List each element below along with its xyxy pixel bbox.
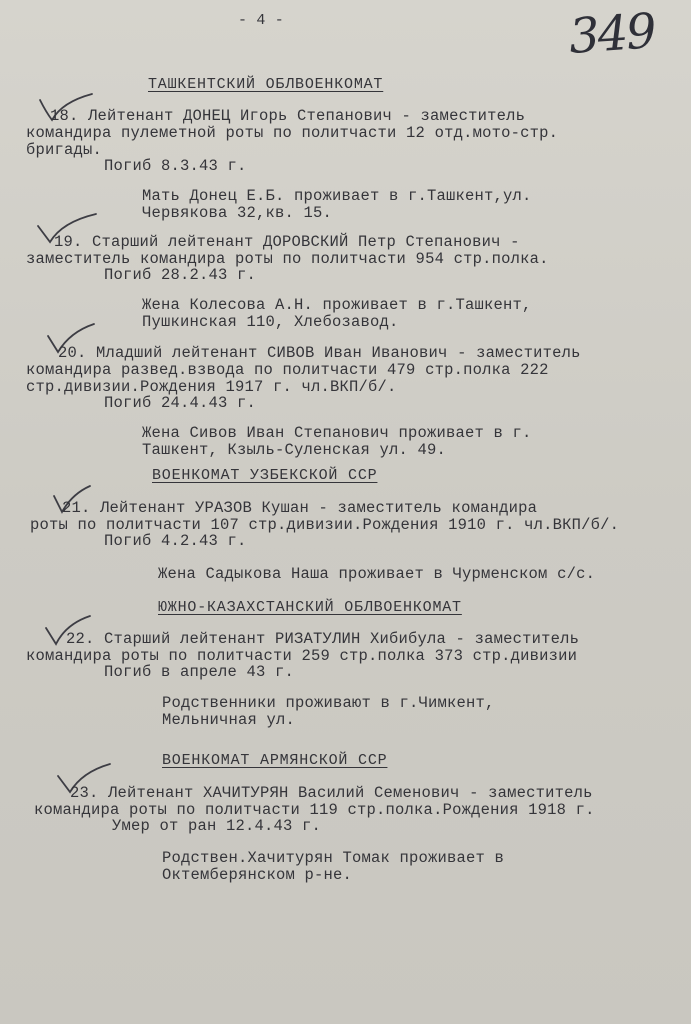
entry-line: 19. Старший лейтенант ДОРОВСКИЙ Петр Степанович - xyxy=(54,233,520,251)
entry-relatives-line: Жена Садыкова Наша проживает в Чурменском с/с. xyxy=(158,565,596,583)
entry-fate: Погиб 8.3.43 г. xyxy=(104,157,247,175)
entry-relatives-line: Червякова 32,кв. 15. xyxy=(142,204,333,222)
entry-relatives-line: Мать Донец Е.Б. проживает в г.Ташкент,ул. xyxy=(142,187,532,205)
section-heading: ВОЕНКОМАТ УЗБЕКСКОЙ ССР xyxy=(152,467,378,484)
entry-relatives-line: Октемберянском р-не. xyxy=(162,866,353,884)
entry-line: командира развед.взвода по политчасти 479 стр.полка 222 xyxy=(26,361,549,379)
entry-line: 23. Лейтенант ХАЧИТУРЯН Василий Семенович - заместитель xyxy=(70,784,593,802)
section-heading: ТАШКЕНТСКИЙ ОБЛВОЕНКОМАТ xyxy=(148,76,384,93)
entry-line: стр.дивизии.Рождения 1917 г. чл.ВКП/б/. xyxy=(26,378,397,396)
entry-line: 22. Старший лейтенант РИЗАТУЛИН Хибибула - заместитель xyxy=(66,630,580,648)
entry-line: 18. Лейтенант ДОНЕЦ Игорь Степанович - заместитель xyxy=(50,107,526,125)
archive-handwritten-number: 349 xyxy=(567,3,657,65)
entry-relatives-line: Мельничная ул. xyxy=(162,711,296,729)
section-heading: ЮЖНО-КАЗАХСТАНСКИЙ ОБЛВОЕНКОМАТ xyxy=(158,599,462,616)
entry-relatives-line: Ташкент, Кзыль-Суленская ул. 49. xyxy=(142,441,447,459)
entry-relatives-line: Жена Колесова А.Н. проживает в г.Ташкент, xyxy=(142,296,532,314)
entry-fate: Умер от ран 12.4.43 г. xyxy=(112,817,322,835)
entry-relatives-line: Жена Сивов Иван Степанович проживает в г. xyxy=(142,424,532,442)
entry-line: командира роты по политчасти 119 стр.полка.Рождения 1918 г. xyxy=(34,801,595,819)
entry-line: командира пулеметной роты по политчасти 12 отд.мото-стр. xyxy=(26,124,559,142)
entry-line: командира роты по политчасти 259 стр.полка 373 стр.дивизии xyxy=(26,647,578,665)
entry-relatives-line: Пушкинская 110, Хлебозавод. xyxy=(142,313,399,331)
entry-line: 20. Младший лейтенант СИВОВ Иван Иванович - заместитель xyxy=(58,344,581,362)
page-number: - 4 - xyxy=(238,12,285,29)
entry-fate: Погиб 4.2.43 г. xyxy=(104,532,247,550)
entry-relatives-line: Родственники проживают в г.Чимкент, xyxy=(162,694,495,712)
entry-line: заместитель командира роты по политчасти 954 стр.полка. xyxy=(26,250,549,268)
section-heading: ВОЕНКОМАТ АРМЯНСКОЙ ССР xyxy=(162,752,388,769)
entry-fate: Погиб 24.4.43 г. xyxy=(104,394,257,412)
entry-line: роты по политчасти 107 стр.дивизии.Рождения 1910 г. чл.ВКП/б/. xyxy=(30,516,620,534)
entry-line: 21. Лейтенант УРАЗОВ Кушан - заместитель командира xyxy=(62,499,538,517)
entry-relatives-line: Родствен.Хачитурян Томак проживает в xyxy=(162,849,505,867)
entry-fate: Погиб в апреле 43 г. xyxy=(104,663,295,681)
entry-fate: Погиб 28.2.43 г. xyxy=(104,266,257,284)
entry-line: бригады. xyxy=(26,141,103,159)
